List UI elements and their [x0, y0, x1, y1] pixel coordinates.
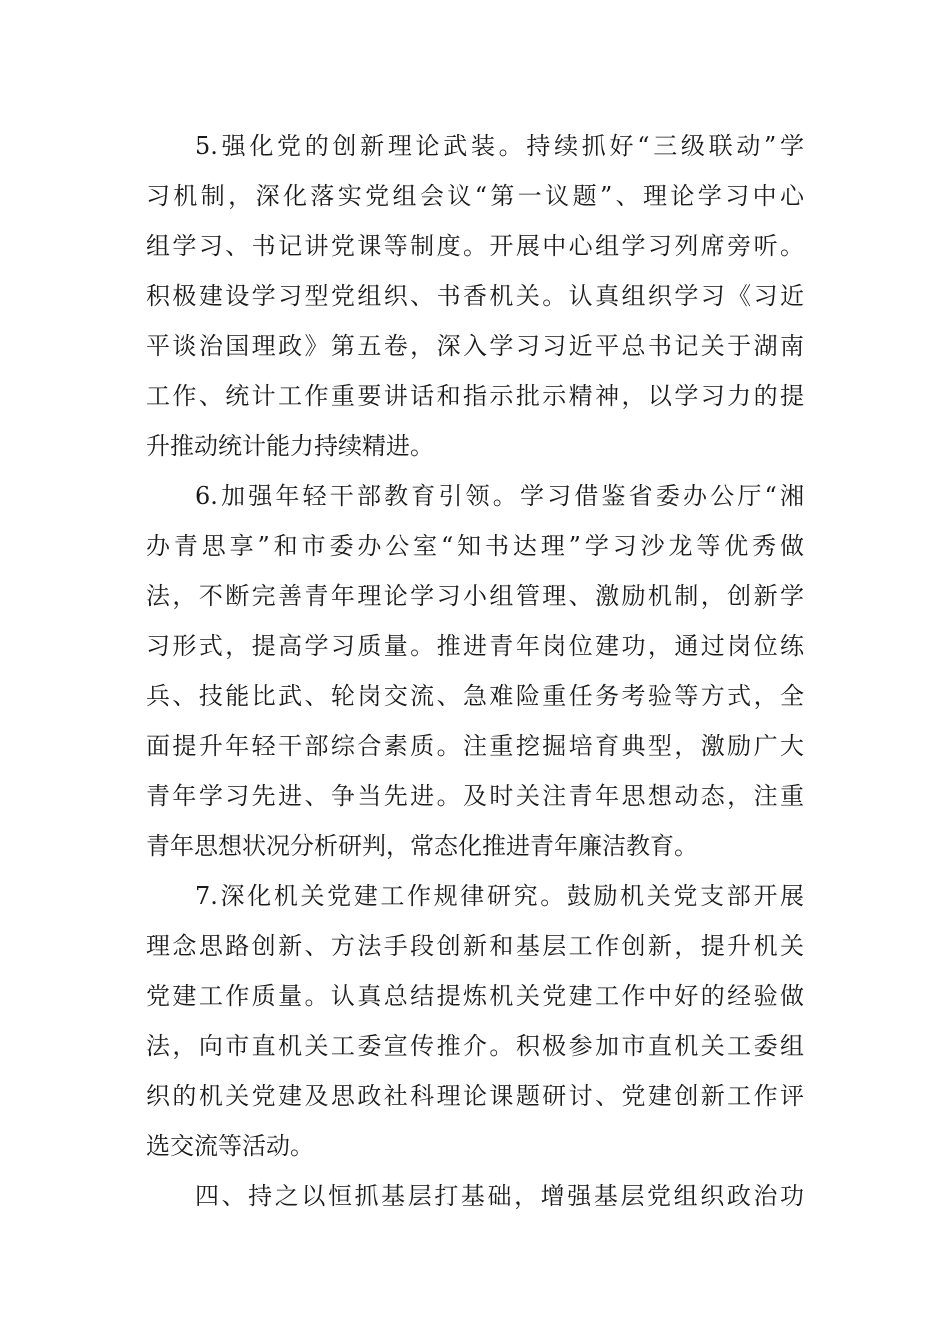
text-line: 工作、统计工作重要讲话和指示批示精神，以学习力的提 — [146, 382, 804, 410]
text-line: 6.加强年轻干部教育引领。学习借鉴省委办公厅“湘 — [195, 482, 804, 510]
text-line: 积极建设学习型党组织、书香机关。认真组织学习《习近 — [146, 282, 804, 310]
text-line: 党建工作质量。认真总结提炼机关党建工作中好的经验做 — [146, 982, 804, 1010]
text-line: 面提升年轻干部综合素质。注重挖掘培育典型，激励广大 — [146, 732, 804, 760]
text-line: 法，向市直机关工委宣传推介。积极参加市直机关工委组 — [146, 1032, 804, 1060]
text-line: 习机制，深化落实党组会议“第一议题”、理论学习中心 — [146, 182, 804, 210]
text-line: 升推动统计能力持续精进。 — [146, 432, 434, 460]
text-line: 办青思享”和市委办公室“知书达理”学习沙龙等优秀做 — [146, 532, 804, 560]
text-line: 7.深化机关党建工作规律研究。鼓励机关党支部开展 — [195, 882, 804, 910]
text-line: 选交流等活动。 — [146, 1132, 314, 1160]
text-line: 四、持之以恒抓基层打基础，增强基层党组织政治功 — [195, 1182, 804, 1210]
text-line: 习形式，提高学习质量。推进青年岗位建功，通过岗位练 — [146, 632, 804, 660]
text-line: 组学习、书记讲党课等制度。开展中心组学习列席旁听。 — [146, 232, 804, 260]
text-line: 平谈治国理政》第五卷，深入学习习近平总书记关于湖南 — [146, 332, 804, 360]
text-line: 兵、技能比武、轮岗交流、急难险重任务考验等方式，全 — [146, 682, 804, 710]
text-line: 织的机关党建及思政社科理论课题研讨、党建创新工作评 — [146, 1082, 804, 1110]
text-line: 5.强化党的创新理论武装。持续抓好“三级联动”学 — [195, 132, 804, 160]
text-line: 青年学习先进、争当先进。及时关注青年思想动态，注重 — [146, 782, 804, 810]
text-line: 法，不断完善青年理论学习小组管理、激励机制，创新学 — [146, 582, 804, 610]
text-line: 青年思想状况分析研判，常态化推进青年廉洁教育。 — [146, 832, 698, 860]
text-line: 理念思路创新、方法手段创新和基层工作创新，提升机关 — [146, 932, 804, 960]
